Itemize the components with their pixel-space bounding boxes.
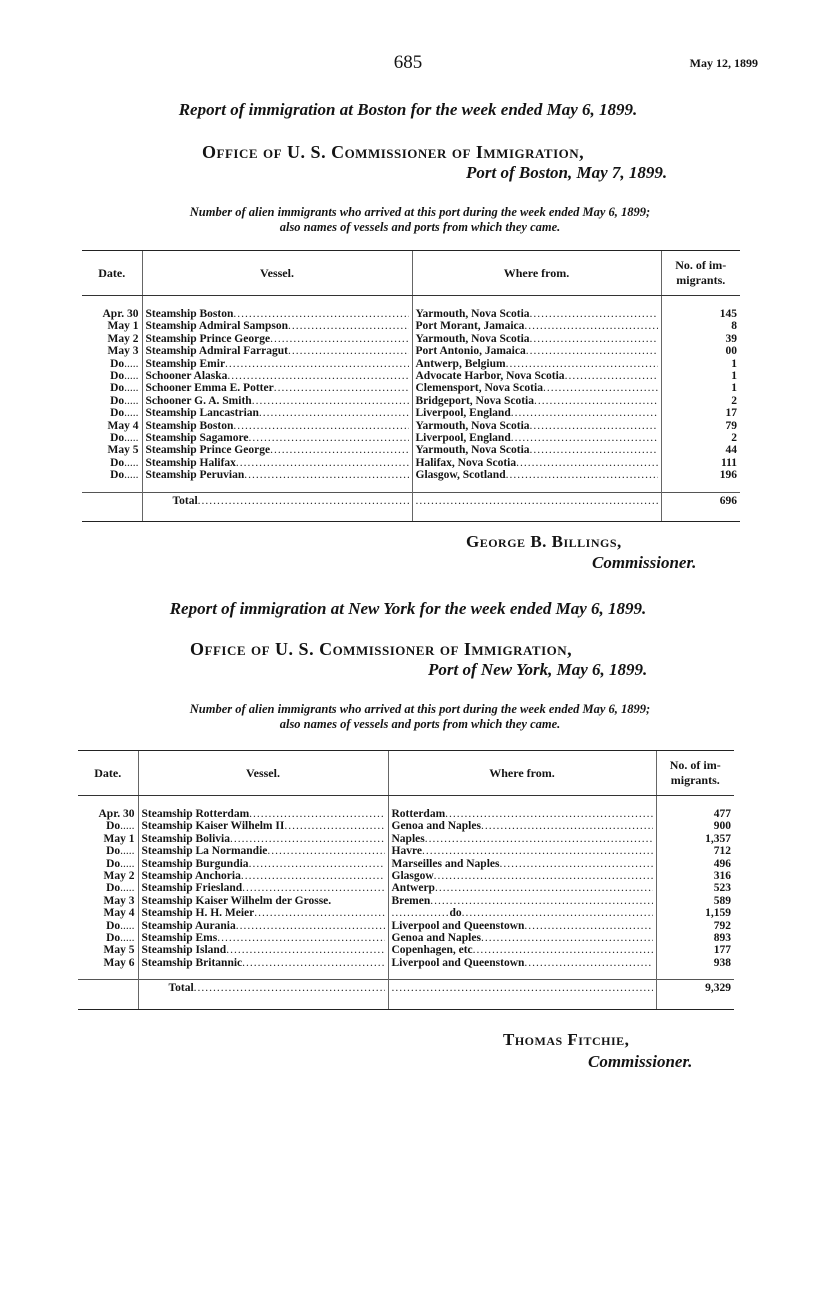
table-row xyxy=(82,469,740,492)
row-date: May 6 xyxy=(103,956,135,969)
row-where-from: Clemensport, Nova Scotia xyxy=(415,382,543,395)
row-date: Do..... xyxy=(106,820,135,833)
row-count: 1 xyxy=(661,370,740,382)
row-where-from: Genoa and Naples xyxy=(391,932,481,945)
boston-header-where-from: Where from. xyxy=(412,251,661,296)
row-count: 589 xyxy=(656,895,734,907)
row-date: May 3 xyxy=(107,345,139,358)
table-row xyxy=(78,882,734,894)
row-vessel: Steamship Halifax xyxy=(145,456,236,469)
row-where-from: Yarmouth, Nova Scotia xyxy=(415,444,530,457)
newyork-header-count xyxy=(656,751,734,796)
newyork-signature-name: Thomas Fitchie, xyxy=(503,1030,630,1049)
row-count: 17 xyxy=(661,407,740,419)
table-row xyxy=(82,333,740,345)
boston-header-vessel: Vessel. xyxy=(142,251,412,296)
boston-header-date: Date. xyxy=(82,251,142,296)
table-row xyxy=(78,820,734,832)
row-where-from: Bridgeport, Nova Scotia xyxy=(415,394,535,407)
row-vessel: Steamship Prince George xyxy=(145,332,271,345)
table-row xyxy=(82,432,740,444)
row-date: Do..... xyxy=(106,882,135,895)
row-where-from: Yarmouth, Nova Scotia xyxy=(415,308,530,320)
newyork-office-heading: Office of U. S. Commissioner of Immigration, xyxy=(190,639,573,659)
row-count: 477 xyxy=(656,796,734,821)
row-vessel: Steamship Kaiser Wilhelm der Grosse. xyxy=(138,895,388,907)
row-vessel: Steamship Anchoria xyxy=(141,870,241,883)
newyork-header-date: Date. xyxy=(78,751,138,796)
newyork-signature-title: Commissioner. xyxy=(588,1052,693,1071)
row-date: Do..... xyxy=(110,357,139,370)
table-row xyxy=(78,920,734,932)
row-vessel: Steamship Sagamore xyxy=(145,432,249,445)
boston-office-heading: Office of U. S. Commissioner of Immigration, xyxy=(202,142,585,162)
row-where-from: Liverpool, England xyxy=(415,407,511,420)
row-date: May 4 xyxy=(103,907,135,920)
row-date: May 4 xyxy=(107,419,139,432)
newyork-header-count-line-2: migrants. xyxy=(670,773,720,787)
row-count: 00 xyxy=(661,345,740,357)
row-where-from: do xyxy=(449,907,462,920)
row-count: 900 xyxy=(656,820,734,832)
row-count: 316 xyxy=(656,870,734,882)
row-where-from: Port Morant, Jamaica xyxy=(415,320,525,333)
row-vessel: Steamship Lancastrian xyxy=(145,407,259,420)
row-where-from: Glasgow xyxy=(391,870,434,883)
row-date: May 3 xyxy=(103,894,135,907)
row-vessel: Steamship Admiral Sampson xyxy=(145,320,289,333)
row-count: 39 xyxy=(661,333,740,345)
boston-signature-name: George B. Billings, xyxy=(466,532,622,551)
row-count: 2 xyxy=(661,395,740,407)
row-where-from: Bremen xyxy=(391,894,431,907)
table-row xyxy=(82,358,740,370)
table-row xyxy=(82,320,740,332)
table-row xyxy=(78,845,734,857)
boston-intro-line-1: Number of alien immigrants who arrived at this port during the week ended May 6, 1899; xyxy=(189,205,651,219)
row-vessel: Steamship Peruvian xyxy=(145,469,245,482)
page-number: 685 xyxy=(393,52,423,73)
row-where-from: Antwerp xyxy=(391,882,435,895)
newyork-intro-line-2: also names of vessels and ports from which they came. xyxy=(279,717,561,731)
row-date: May 2 xyxy=(107,332,139,345)
row-where-from: Rotterdam xyxy=(391,808,446,820)
row-date: Do..... xyxy=(110,394,139,407)
table-row xyxy=(82,444,740,456)
row-vessel: Schooner Emma E. Potter xyxy=(145,382,274,395)
row-count: 79 xyxy=(661,420,740,432)
table-row xyxy=(82,345,740,357)
row-count: 496 xyxy=(656,858,734,870)
row-where-from: Advocate Harbor, Nova Scotia xyxy=(415,370,565,383)
row-date: Do..... xyxy=(106,845,135,858)
row-vessel: Steamship Island xyxy=(141,944,227,957)
row-where-from: Genoa and Naples xyxy=(391,820,481,833)
table-row xyxy=(78,895,734,907)
row-count: 1 xyxy=(661,358,740,370)
row-count: 893 xyxy=(656,932,734,944)
table-row xyxy=(82,457,740,469)
boston-total-row xyxy=(82,492,740,521)
boston-header-count xyxy=(661,251,740,296)
table-row xyxy=(82,395,740,407)
row-where-from: Antwerp, Belgium xyxy=(415,357,506,370)
row-vessel: Steamship Ems xyxy=(141,932,218,945)
row-where-from: Yarmouth, Nova Scotia xyxy=(415,419,530,432)
row-where-from: Liverpool and Queenstown xyxy=(391,919,525,932)
newyork-header-vessel: Vessel. xyxy=(138,751,388,796)
newyork-immigration-table xyxy=(78,750,734,1010)
row-date: May 1 xyxy=(103,832,135,845)
row-date: Do..... xyxy=(106,857,135,870)
row-vessel: Steamship H. H. Meier xyxy=(141,907,255,920)
row-where-from: Halifax, Nova Scotia xyxy=(415,456,517,469)
row-vessel: Steamship Emir xyxy=(145,357,226,370)
table-row xyxy=(78,796,734,821)
row-where-from: Yarmouth, Nova Scotia xyxy=(415,332,530,345)
row-where-from: Port Antonio, Jamaica xyxy=(415,345,526,358)
row-where-from: Copenhagen, etc xyxy=(391,944,473,957)
table-row xyxy=(78,957,734,980)
row-count: 1 xyxy=(661,382,740,394)
row-date: May 5 xyxy=(103,944,135,957)
boston-immigration-table xyxy=(82,250,740,522)
page-date: May 12, 1899 xyxy=(689,56,758,70)
row-vessel: Steamship Boston xyxy=(145,419,234,432)
table-row xyxy=(78,907,734,919)
table-row xyxy=(78,932,734,944)
row-where-from: Naples xyxy=(391,832,425,845)
row-where-from: Liverpool, England xyxy=(415,432,511,445)
row-count: 523 xyxy=(656,882,734,894)
table-row xyxy=(78,944,734,956)
row-vessel: Steamship Bolivia xyxy=(141,832,231,845)
boston-total-value: 696 xyxy=(661,492,740,521)
boston-signature-title: Commissioner. xyxy=(592,553,697,572)
newyork-port-line: Port of New York, May 6, 1899. xyxy=(428,660,648,679)
row-count: 177 xyxy=(656,944,734,956)
row-where-from: Havre xyxy=(391,845,422,858)
row-date: Apr. 30 xyxy=(98,808,135,820)
boston-intro xyxy=(60,205,780,235)
row-where-from: Liverpool and Queenstown xyxy=(391,956,525,969)
row-vessel: Steamship Britannic xyxy=(141,956,243,969)
row-vessel: Steamship Boston xyxy=(145,308,234,320)
row-date: Do..... xyxy=(110,382,139,395)
boston-header-count-line-1: No. of im- xyxy=(675,258,727,272)
boston-intro-line-2: also names of vessels and ports from which they came. xyxy=(279,220,561,234)
table-row xyxy=(82,370,740,382)
table-row xyxy=(78,833,734,845)
boston-port-line: Port of Boston, May 7, 1899. xyxy=(466,163,668,182)
row-date: Do..... xyxy=(106,932,135,945)
table-row xyxy=(82,407,740,419)
row-vessel: Steamship La Normandie xyxy=(141,845,268,858)
row-count: 2 xyxy=(661,432,740,444)
row-date: May 1 xyxy=(107,320,139,333)
row-vessel: Steamship Prince George xyxy=(145,444,271,457)
boston-total-label: Total xyxy=(172,494,198,507)
row-date: Apr. 30 xyxy=(102,308,139,320)
row-vessel: Steamship Burgundia xyxy=(141,857,249,870)
row-date: Do..... xyxy=(110,456,139,469)
table-row xyxy=(82,382,740,394)
newyork-total-row xyxy=(78,980,734,1009)
row-count: 111 xyxy=(661,457,740,469)
newyork-header-count-line-1: No. of im- xyxy=(669,758,721,772)
row-vessel: Steamship Rotterdam xyxy=(141,808,250,820)
row-count: 196 xyxy=(661,469,740,492)
newyork-header-where-from: Where from. xyxy=(388,751,656,796)
row-count: 1,159 xyxy=(656,907,734,919)
table-row xyxy=(78,858,734,870)
row-where-from: Glasgow, Scotland xyxy=(415,469,506,482)
newyork-intro-line-1: Number of alien immigrants who arrived at this port during the week ended May 6, 1899; xyxy=(189,702,651,716)
row-count: 8 xyxy=(661,320,740,332)
table-row xyxy=(78,870,734,882)
row-date: Do..... xyxy=(106,919,135,932)
table-row xyxy=(82,420,740,432)
row-count: 712 xyxy=(656,845,734,857)
row-vessel: Steamship Kaiser Wilhelm II xyxy=(141,820,285,833)
row-vessel: Steamship Friesland xyxy=(141,882,243,895)
row-count: 44 xyxy=(661,444,740,456)
newyork-total-value: 9,329 xyxy=(656,980,734,1009)
boston-header-count-line-2: migrants. xyxy=(676,273,726,287)
row-vessel: Steamship Admiral Farragut xyxy=(145,345,288,358)
row-vessel: Schooner G. A. Smith xyxy=(145,394,252,407)
table-row xyxy=(82,296,740,321)
newyork-report-title: Report of immigration at New York for the week ended May 6, 1899. xyxy=(169,599,647,618)
row-vessel: Steamship Aurania xyxy=(141,919,236,932)
row-date: May 5 xyxy=(107,444,139,457)
row-date: Do..... xyxy=(110,432,139,445)
row-date: Do..... xyxy=(110,370,139,383)
row-date: Do..... xyxy=(110,469,139,482)
row-vessel: Schooner Alaska xyxy=(145,370,228,383)
row-count: 792 xyxy=(656,920,734,932)
row-count: 1,357 xyxy=(656,833,734,845)
newyork-total-label: Total xyxy=(168,982,194,995)
newyork-intro xyxy=(60,702,780,732)
row-where-from: Marseilles and Naples xyxy=(391,857,500,870)
boston-report-title: Report of immigration at Boston for the week ended May 6, 1899. xyxy=(178,100,638,119)
row-date: Do..... xyxy=(110,407,139,420)
row-count: 938 xyxy=(656,957,734,980)
row-count: 145 xyxy=(661,296,740,321)
row-date: May 2 xyxy=(103,870,135,883)
